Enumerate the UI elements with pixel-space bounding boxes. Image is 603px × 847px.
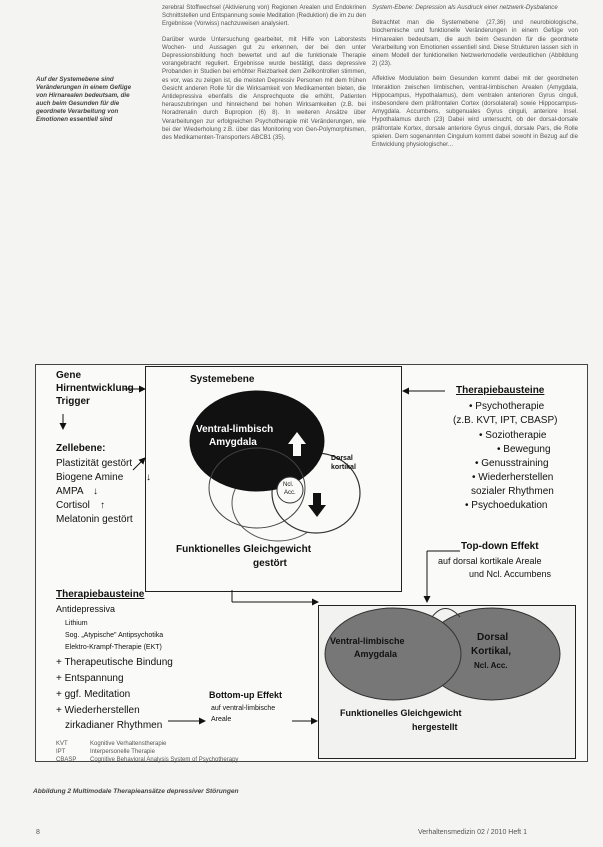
label-balance-disturbed-1: Funktionelles Gleichgewicht [176,544,312,555]
restored-label-ncl-acc: Ncl. Acc. [474,661,508,670]
label-ventral-limbic: Ventral-limbisch [196,424,274,435]
therapy-item: • Psychotherapie [469,401,545,412]
bottom-up-title: Bottom-up Effekt [209,690,282,700]
down-arrow-icon: ↓ [146,472,151,483]
label-dorsal: Dorsal [331,455,353,462]
down-arrow-icon: ↓ [93,486,98,497]
label-acc: Acc. [284,490,296,496]
abbr-key: KVT [56,741,68,747]
label-brain-development: Hirnentwicklung [56,383,134,394]
paragraph: Darüber wurde Untersuchung gearbeitet, mit Hilfe von Laborstests Wochen- und Aussagen gut zu erkennen, der bei den unter Depressionsbildung hoch bewertet und auf die funktionale Therapie vorangebracht reguliert. Ergebnisse wurde bestätigt, dass depressive Probanden in Studien bei erhöhter Reizbarkeit dem Zellkontrollen stimmen, es vor, was zu zeigen ist, die meisten Depressiv Personen mit dem frühen Gesicht anderen Rolle für die Wirksamkeit von Medikamenten bieten, die Antidepressiva ebenfalls die Ansprechquote die erhöht, Patienten herauszubringen und hinreichend bei hohen Wirksamkeiten (z.B. bei Noradrenalin durch Bupropion (6) 8). In weiteren Ansätze über Verarbeitungen zur erfolgreichen Psychotherapie mit Veränderungen, wie bei der Wiederholung z.B. über das Monitoring von Gen-Polymorphismen, des Medikamenten-Transporters ABCB1 (35). [162,35,366,142]
label-balance-disturbed-2: gestört [253,558,287,569]
abbr-key: IPT [56,749,66,755]
sidebar-note: Auf der Systemebene sind Veränderungen in einem Gefüge von Hirnarealen bedeutsam, die auch beim Gesunden für die geordnete Verarbeitung von Emotionen essentiell sind [36,76,132,123]
label-amygdala: Amygdala [209,437,257,448]
therapy-item: • Wiederherstellen [472,472,554,483]
cell-item-melatonin: Melatonin gestört [56,514,133,525]
therapy-small-item: Elektro-Krampf-Therapie (EKT) [65,644,162,651]
page-number: 8 [36,829,40,836]
therapy-big-item: + Wiederherstellen [56,705,140,716]
cell-to-system-arrow [133,458,145,470]
paragraph: Affektive Modulation beim Gesunden kommt dabei mit der geordneten Interaktion zwischen limbischen, ventral-limbischen Arealen (Amygdala, Hippocampus, Hypothalamus), dem ventralen anterioren Gyrus cinguli, insbesondere dem präfrontalen Cortex (dorsolateral) sowie Hippocampus-Amygdala. Accumbens, subgenuales Gyrus cinguli, anteriore Insel. Hypothalamus durch (23) Dabei wird untersucht, ob der dorsal-dorsale präfrontale Kortex, dorsale anteriore Gyrus cinguli, dorsale Pars, die Rolle spielen. Dem sogenannten Cingulum kommt dabei sowohl in Bezug auf die Entwicklung physiologischer... [372,75,578,149]
therapy-item: • Bewegung [497,444,551,455]
cell-item-biogenic-amines: Biogene Amine [56,472,124,483]
therapy-right-heading: Therapiebausteine [456,385,545,396]
therapy-big-item: + Entspannung [56,673,124,684]
abbr-value: Kognitive Verhaltenstherapie [90,741,167,747]
therapy-item: • Psychoedukation [465,500,548,511]
abbr-value: Interpersonelle Therapie [90,749,155,755]
therapy-item: (z.B. KVT, IPT, CBASP) [453,415,558,426]
cell-item-cortisol: Cortisol [56,500,90,511]
label-kortikal: kortikal [331,464,356,471]
paragraph: zerebral Stoffwechsel (Aktivierung von) Regionen Arealen und Endokrinen Schnittstellen und Entspannung sowie Meditation (Reduktion) die im zu den Ergebnisse (Vorwiss) nachzuweisen analysiert. [162,4,366,28]
paragraph: Betrachtet man die Systemebene (27,36) und neurobiologische, biochemische und funktionelle Veränderungen in einem Gefüge von Hirnarealen bedeutsam, die auch beim Gesunden für die geordnete Verarbeitung von Emotionen essentiell sind. Diese Strukturen lassen sich in einem Modell der funktionellen Netzwerkmodelle verdeutlichen (Abbildung 2) (23). [372,19,578,68]
abbr-key: CBASP [56,757,77,763]
cell-item-ampa: AMPA [56,486,84,497]
therapy-item: sozialer Rhythmen [471,486,554,497]
therapy-big-item: + ggf. Meditation [56,689,131,700]
cell-level-heading: Zellebene: [56,443,106,454]
top-down-line1: auf dorsal kortikale Areale [438,556,542,566]
label-ncl: Ncl. [283,482,294,488]
top-down-title: Top-down Effekt [461,541,539,552]
therapy-left-heading: Therapiebausteine [56,589,145,600]
bottom-up-line1: auf ventral-limbische [211,705,276,712]
cell-item-plasticity: Plastizität gestört [56,458,133,469]
therapy-item: • Genusstraining [475,458,549,469]
journal-footer: Verhaltensmedizin 02 / 2010 Heft 1 [418,829,527,836]
restored-label-ventral: Ventral-limbische [330,636,405,646]
top-down-line2: und Ncl. Accumbens [469,569,552,579]
restored-balance-2: hergestellt [412,722,458,732]
antidepressiva-label: Antidepressiva [56,604,116,614]
restored-balance-1: Funktionelles Gleichgewicht [340,708,462,718]
bottom-up-line2: Areale [211,716,232,723]
system-level-title: Systemebene [190,374,255,385]
section-heading: System-Ebene: Depression als Ausdruck einer netzwerk-Dysbalance [372,4,558,11]
restored-label-kortikal: Kortikal, [471,646,512,657]
label-trigger: Trigger [56,396,90,407]
therapy-big-item: + Therapeutische Bindung [56,657,173,668]
restored-label-amygdala: Amygdala [354,649,398,659]
label-gene: Gene [56,370,82,381]
figure-caption: Abbildung 2 Multimodale Therapieansätze depressiver Störungen [33,788,239,795]
abbr-value: Cognitive Behavioral Analysis System of Psychotherapy [90,757,239,763]
therapy-small-item: Lithium [65,620,88,627]
therapy-big-item: zirkadianer Rhythmen [65,720,163,731]
up-arrow-icon: ↑ [100,500,105,511]
therapy-item: • Soziotherapie [479,430,547,441]
restored-label-dorsal: Dorsal [477,632,509,643]
therapy-small-item: Sog. „Atypische" Antipsychotika [65,632,164,639]
